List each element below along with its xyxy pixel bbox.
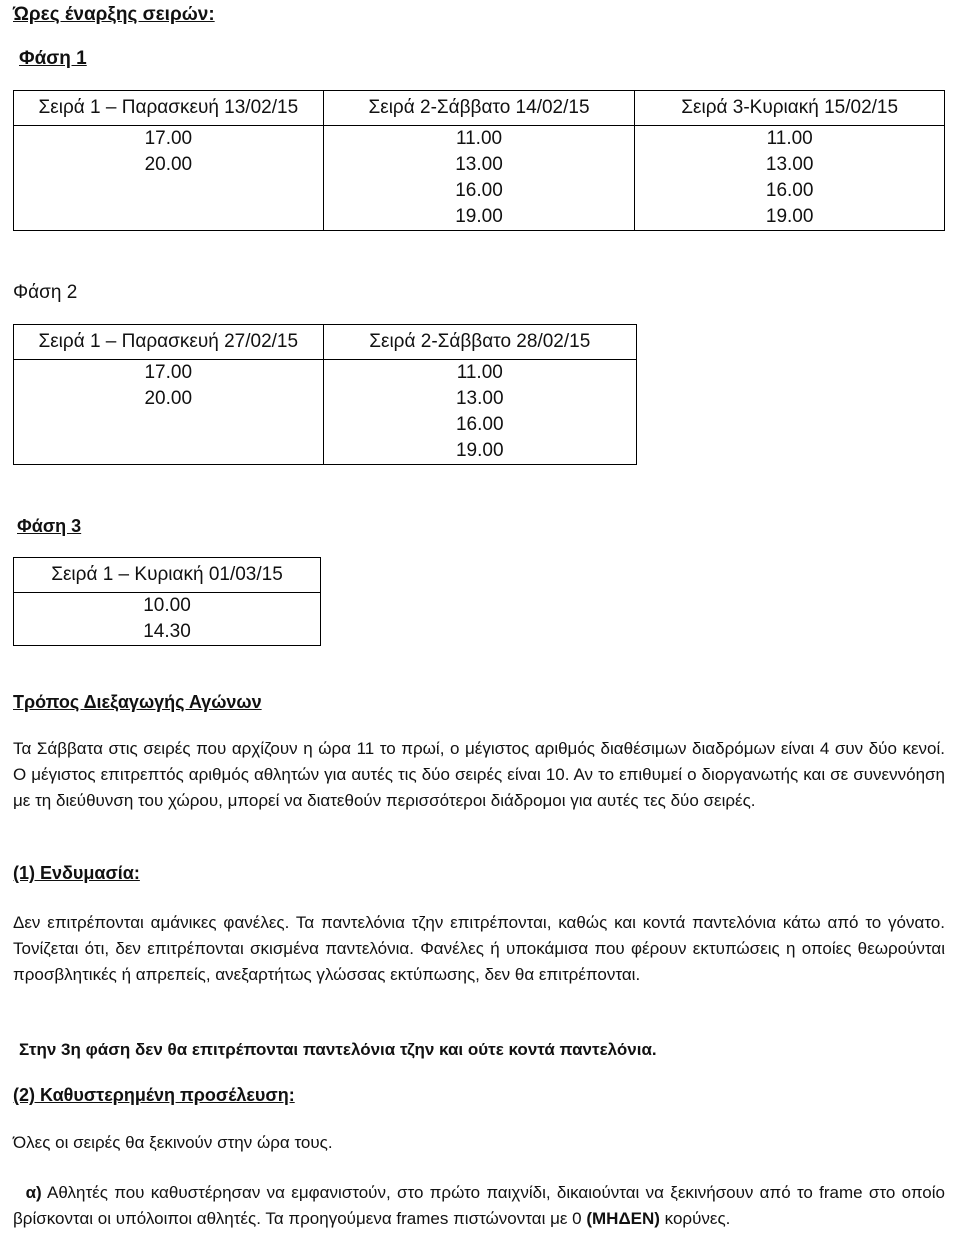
table-cell: 17.00 — [14, 360, 324, 387]
table-row — [14, 360, 637, 387]
table-row — [14, 412, 637, 438]
table-row — [14, 593, 321, 620]
table-cell: 11.00 — [323, 126, 635, 153]
table-cell: 16.00 — [323, 412, 636, 438]
phase3-schedule-table — [13, 557, 321, 646]
attire-title: (1) Ενδυμασία: — [13, 863, 140, 883]
phase2-schedule-table — [13, 324, 637, 465]
table-cell: 11.00 — [635, 126, 945, 153]
column-header: Σειρά 2-Σάββατο 28/02/15 — [323, 325, 636, 360]
table-cell: 19.00 — [635, 204, 945, 231]
column-header: Σειρά 1 – Παρασκευή 13/02/15 — [14, 91, 324, 126]
table-row — [14, 178, 945, 204]
attire-paragraph: Δεν επιτρέπονται αμάνικες φανέλες. Τα παντελόνια τζην επιτρέπονται, καθώς και κοντά παντελόνια κάτω από το γόνατο. Τονίζεται ότι, δεν επιτρέπονται σκισμένα παντελόνια. Φανέλες ή υποκάμισα που φέρουν εκτυπώσεις η οποίες θεωρούνται προσβλητικές ή απρεπείς, ανεξαρτήτως γλώσσας εκτύπωσης, δεν θα επιτρέπονται. — [13, 913, 945, 984]
table-cell: 13.00 — [323, 152, 635, 178]
conduct-title: Τρόπος Διεξαγωγής Αγώνων — [13, 692, 262, 712]
table-header-row — [14, 325, 637, 360]
item-tail: κορύνες. — [659, 1209, 731, 1228]
item-marker: α) — [25, 1183, 42, 1202]
item-bold: (ΜΗΔΕΝ) — [586, 1209, 660, 1228]
item-text: Αθλητές που καθυστέρησαν να εμφανιστούν, στο πρώτο παιχνίδι, δικαιούνται να ξεκινήσουν από το frame στο οποίο βρίσκονται οι υπόλοιποι αθλητές. Τα προηγούμενα frames πιστώνονται με 0 — [13, 1183, 945, 1228]
phase1-title: Φάση 1 — [19, 48, 87, 69]
column-header: Σειρά 3-Κυριακή 15/02/15 — [635, 91, 945, 126]
column-header: Σειρά 1 – Παρασκευή 27/02/15 — [14, 325, 324, 360]
table-row — [14, 619, 321, 646]
table-cell — [14, 438, 324, 465]
table-row — [14, 152, 945, 178]
table-row — [14, 126, 945, 153]
table-cell: 20.00 — [14, 152, 324, 178]
table-cell: 19.00 — [323, 204, 635, 231]
table-cell: 17.00 — [14, 126, 324, 153]
table-cell: 16.00 — [323, 178, 635, 204]
late-arrival-title: (2) Καθυστερημένη προσέλευση: — [13, 1085, 295, 1105]
page-heading: Ώρες έναρξης σειρών: — [13, 4, 215, 25]
table-cell: 16.00 — [635, 178, 945, 204]
column-header: Σειρά 1 – Κυριακή 01/03/15 — [14, 558, 321, 593]
table-cell: 10.00 — [14, 593, 321, 620]
table-cell: 14.30 — [14, 619, 321, 646]
table-cell — [14, 204, 324, 231]
table-header-row — [14, 558, 321, 593]
table-cell: 11.00 — [323, 360, 636, 387]
conduct-paragraph: Τα Σάββατα στις σειρές που αρχίζουν η ώρα 11 το πρωί, ο μέγιστος αριθμός διαθέσιμων διαδρόμων είναι 4 συν δύο κενοί. Ο μέγιστος επιτρεπτός αριθμός αθλητών για αυτές τις δύο σειρές είναι 10. Αν το επιθυμεί ο διοργανωτής και σε συνεννόηση με τη διεύθυνση του χώρου, μπορεί να διατεθούν περισσότεροι διάδρομοι για αυτές τες δύο σειρές. — [13, 739, 945, 810]
table-header-row — [14, 91, 945, 126]
attire-note: Στην 3η φάση δεν θα επιτρέπονται παντελόνια τζην και ούτε κοντά παντελόνια. — [19, 1040, 657, 1059]
table-row — [14, 438, 637, 465]
phase3-title: Φάση 3 — [17, 516, 82, 536]
table-row — [14, 204, 945, 231]
table-cell — [14, 412, 324, 438]
column-header: Σειρά 2-Σάββατο 14/02/15 — [323, 91, 635, 126]
phase1-schedule-table — [13, 90, 945, 231]
table-cell: 20.00 — [14, 386, 324, 412]
table-cell — [14, 178, 324, 204]
table-cell: 13.00 — [323, 386, 636, 412]
table-cell: 19.00 — [323, 438, 636, 465]
table-cell: 13.00 — [635, 152, 945, 178]
table-row — [14, 386, 637, 412]
late-arrival-item — [13, 1180, 945, 1232]
late-arrival-text: Όλες οι σειρές θα ξεκινούν στην ώρα τους. — [13, 1133, 333, 1152]
phase2-title: Φάση 2 — [13, 282, 78, 303]
